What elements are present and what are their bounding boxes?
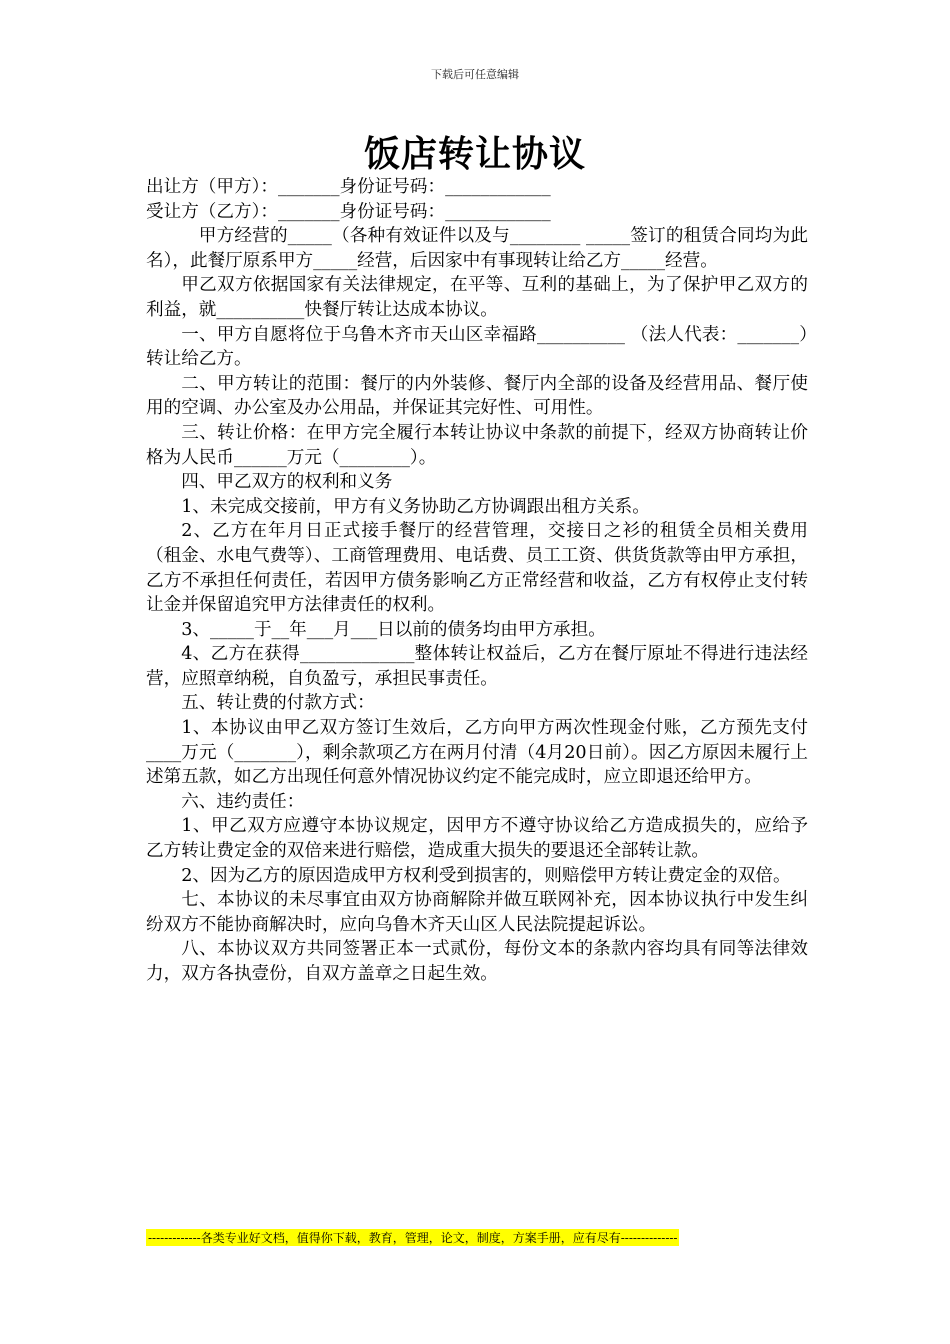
paragraph: 4、乙方在获得_____________整体转让权益后，乙方在餐厅原址不得进行违法经营，应照章纳税，自负盈亏，承担民事责任。 bbox=[146, 644, 808, 689]
paragraph: 四、甲乙双方的权利和义务 bbox=[181, 472, 393, 493]
paragraph: 2、因为乙方的原因造成甲方权利受到损害的，则赔偿甲方转让费定金的双倍。 bbox=[181, 865, 791, 886]
paragraph: 甲方经营的_____（各种有效证件以及与________ _____签订的租赁合同均为此名），此餐厅原系甲方_____经营，后因家中有事现转让给乙方_____经营。 bbox=[146, 226, 808, 271]
paragraph: 甲乙双方依据国家有关法律规定，在平等、互利的基础上，为了保护甲乙双方的利益，就__________快餐厅转让达成本协议。 bbox=[146, 275, 808, 320]
paragraph: 1、未完成交接前，甲方有义务协助乙方协调跟出租方关系。 bbox=[181, 496, 650, 517]
paragraph: 六、违约责任： bbox=[181, 791, 305, 812]
paragraph: 出让方（甲方）：_______身份证号码：____________ bbox=[146, 177, 551, 197]
paragraph: 一、甲方自愿将位于乌鲁木齐市天山区幸福路__________ （法人代表：_______）转让给乙方。 bbox=[146, 324, 808, 370]
header-note: 下载后可任意编辑 bbox=[431, 68, 519, 81]
paragraph: 3、_____于__年___月___日以前的债务均由甲方承担。 bbox=[181, 619, 606, 640]
document-body bbox=[146, 175, 808, 987]
paragraph: 八、本协议双方共同签署正本一式贰份，每份文本的条款内容均具有同等法律效力，双方各执壹份，自双方盖章之日起生效。 bbox=[146, 939, 808, 984]
document-title: 饭店转让协议 bbox=[363, 133, 586, 175]
paragraph: 三、转让价格：在甲方完全履行本转让协议中条款的前提下，经双方协商转让价格为人民币______万元（________）。 bbox=[146, 422, 808, 468]
paragraph: 七、本协议的未尽事宜由双方协商解除并做互联网补充，因本协议执行中发生纠纷双方不能协商解决时，应向乌鲁木齐天山区人民法院提起诉讼。 bbox=[146, 890, 808, 935]
paragraph: 五、转让费的付款方式： bbox=[181, 693, 375, 714]
paragraph: 二、甲方转让的范围：餐厅的内外装修、餐厅内全部的设备及经营用品、餐厅使用的空调、办公室及办公用品，并保证其完好性、可用性。 bbox=[146, 373, 808, 419]
paragraph: 1、本协议由甲乙双方签订生效后，乙方向甲方两次性现金付账，乙方预先支付____万元（_______），剩余款项乙方在两月付清（4月20日前）。因乙方原因未履行上述第五款，如乙方出现任何意外情况协议约定不能完成时，应立即退还给甲方。 bbox=[146, 718, 808, 788]
footer-note: -------------各类专业好文档，值得你下载，教育，管理，论文，制度，方案手册，应有尽有-------------- bbox=[148, 1231, 678, 1245]
paragraph: 受让方（乙方）：_______身份证号码：____________ bbox=[146, 201, 551, 222]
paragraph: 1、甲乙双方应遵守本协议规定，因甲方不遵守协议给乙方造成损失的，应给予乙方转让费定金的双倍来进行赔偿，造成重大损失的要退还全部转让款。 bbox=[146, 816, 808, 862]
paragraph: 2、乙方在年月日正式接手餐厅的经营管理，交接日之衫的租赁全员相关费用（租金、水电气费等）、工商管理费用、电话费、员工工资、供货货款等由甲方承担，乙方不承担任何责任，若因甲方债务影响乙方正常经营和收益，乙方有权停止支付转让金并保留追究甲方法律责任的权利。 bbox=[146, 521, 808, 616]
